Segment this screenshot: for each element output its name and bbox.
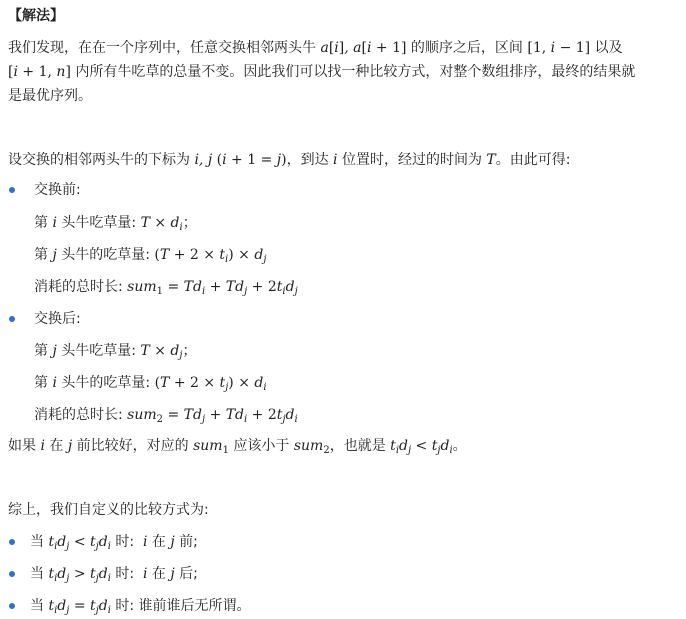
before-item-3 (34, 277, 298, 297)
semicolon: ； (182, 215, 197, 231)
math-sum1-ref: sum$_1$ (193, 438, 229, 456)
rule-2-end: 后; (174, 566, 198, 582)
comparison-line (8, 436, 467, 456)
math-i: i (52, 375, 57, 391)
after-3-text: 消耗的总时长: (34, 407, 128, 423)
before-item-1 (34, 213, 197, 233)
bullet-dot (9, 316, 15, 322)
math-rule-2-cond: $t_id_j > t_jd_i$ (48, 566, 111, 584)
after-1-text-1: 第 (34, 343, 53, 359)
math-sum2-ref: sum$_2$ (293, 438, 330, 456)
bullet-dot (9, 539, 15, 545)
bullet-dot (9, 571, 15, 577)
before-3-text: 消耗的总时长: (34, 279, 128, 295)
p2-text-2: ，到达 (286, 152, 334, 168)
cmp-text-4: 应该小于 (228, 438, 294, 454)
after-item-2 (34, 373, 267, 393)
before-1-text-1: 第 (34, 215, 53, 231)
after-1-text-2: 头牛吃草量: (56, 343, 141, 359)
rule-1-in: 在 (147, 534, 171, 550)
p1-text-2: 的顺序之后，区间 (406, 40, 528, 56)
rule-1-time: 时: (110, 534, 139, 550)
math-sum2: $sum_2 = Td_j + Td_i + 2t_jd_i$ (127, 407, 298, 425)
cmp-text-1: 如果 (8, 438, 41, 454)
after-item-1 (34, 341, 196, 361)
summary-line: 综上，我们自定义的比较方式为: (8, 502, 209, 518)
rule-3-when: 当 (30, 598, 49, 614)
p1-text-1: 我们发现，在在一个序列中，任意交换相邻两头牛 (8, 40, 321, 56)
p1-text-4: 内所有牛吃草的总量不变。因此我们可以找一种比较方式，对整个数组排序，最终的结果就 (70, 64, 636, 80)
rule-1 (30, 532, 198, 552)
math-j: j (52, 343, 57, 359)
section-title: 【解法】 (8, 8, 64, 24)
before-2-text-1: 第 (34, 247, 53, 263)
rule-2-in: 在 (147, 566, 171, 582)
rule-3-end: 谁前谁后无所谓。 (138, 598, 251, 614)
paragraph-2 (8, 150, 570, 170)
math-interval-1: [1, i − 1] (527, 40, 591, 56)
paragraph-1-line-3: 是最优序列。 (8, 88, 92, 104)
bullet-dot (9, 187, 15, 193)
math-j: j (67, 438, 73, 454)
paragraph-1-line-2 (8, 62, 635, 82)
math-i: i (138, 534, 148, 550)
cmp-text-5: ，也就是 (329, 438, 391, 454)
before-label: 交换前: (34, 182, 81, 198)
p1-text-3: 以及 (590, 40, 623, 56)
rule-1-when: 当 (30, 534, 49, 550)
math-T-dj: $T \times d_j$ (140, 343, 183, 361)
after-2-text-2: 头牛的吃草量: (56, 375, 155, 391)
rule-3-time: 时: (110, 598, 139, 614)
before-item-2 (34, 245, 266, 265)
math-a-i: a[i], a[i + 1] (320, 40, 407, 56)
math-sum1: $sum_1 = Td_i + Td_j + 2t_id_j$ (127, 279, 298, 297)
before-2-text-2: 头牛的吃草量: (56, 247, 155, 263)
math-T: T (486, 152, 496, 168)
math-i: i (52, 215, 57, 231)
math-i: i (138, 566, 148, 582)
math-expr-dj: $(T + 2 \times t_i) \times d_j$ (154, 247, 267, 265)
rule-2 (30, 564, 198, 584)
cmp-text-2: 在 (44, 438, 68, 454)
math-i-j: i, j (i + 1 = j) (194, 152, 287, 168)
rule-2-when: 当 (30, 566, 49, 582)
math-inequality: $t_id_j < t_jd_i$ (390, 438, 453, 456)
after-item-3 (34, 405, 298, 425)
math-rule-1-cond: $t_id_j < t_jd_i$ (48, 534, 111, 552)
math-i: i (40, 438, 45, 454)
rule-2-time: 时: (110, 566, 139, 582)
math-interval-2: [i + 1, n] (8, 64, 71, 80)
p2-text-4: 。由此可得: (495, 152, 571, 168)
cmp-text-6: 。 (452, 438, 467, 454)
after-label: 交换后: (34, 311, 81, 327)
rule-3 (30, 596, 251, 616)
before-1-text-2: 头牛吃草量: (56, 215, 141, 231)
math-j: j (52, 247, 57, 263)
math-j: j (170, 534, 175, 550)
after-2-text-1: 第 (34, 375, 53, 391)
bullet-dot (9, 603, 15, 609)
math-rule-3-cond: $t_id_j = t_jd_i$ (48, 598, 111, 616)
math-j: j (170, 566, 175, 582)
p2-text-3: 位置时，经过的时间为 (337, 152, 487, 168)
semicolon: ； (182, 343, 197, 359)
cmp-text-3: 前比较好，对应的 (72, 438, 194, 454)
p2-text-1: 设交换的相邻两头牛的下标为 (8, 152, 195, 168)
rule-1-end: 前; (174, 534, 198, 550)
paragraph-1-line-1 (8, 38, 623, 58)
math-expr-di: $(T + 2 \times t_j) \times d_i$ (154, 375, 267, 393)
math-T-di: $T \times d_i$ (140, 215, 183, 233)
math-i: i (333, 152, 338, 168)
